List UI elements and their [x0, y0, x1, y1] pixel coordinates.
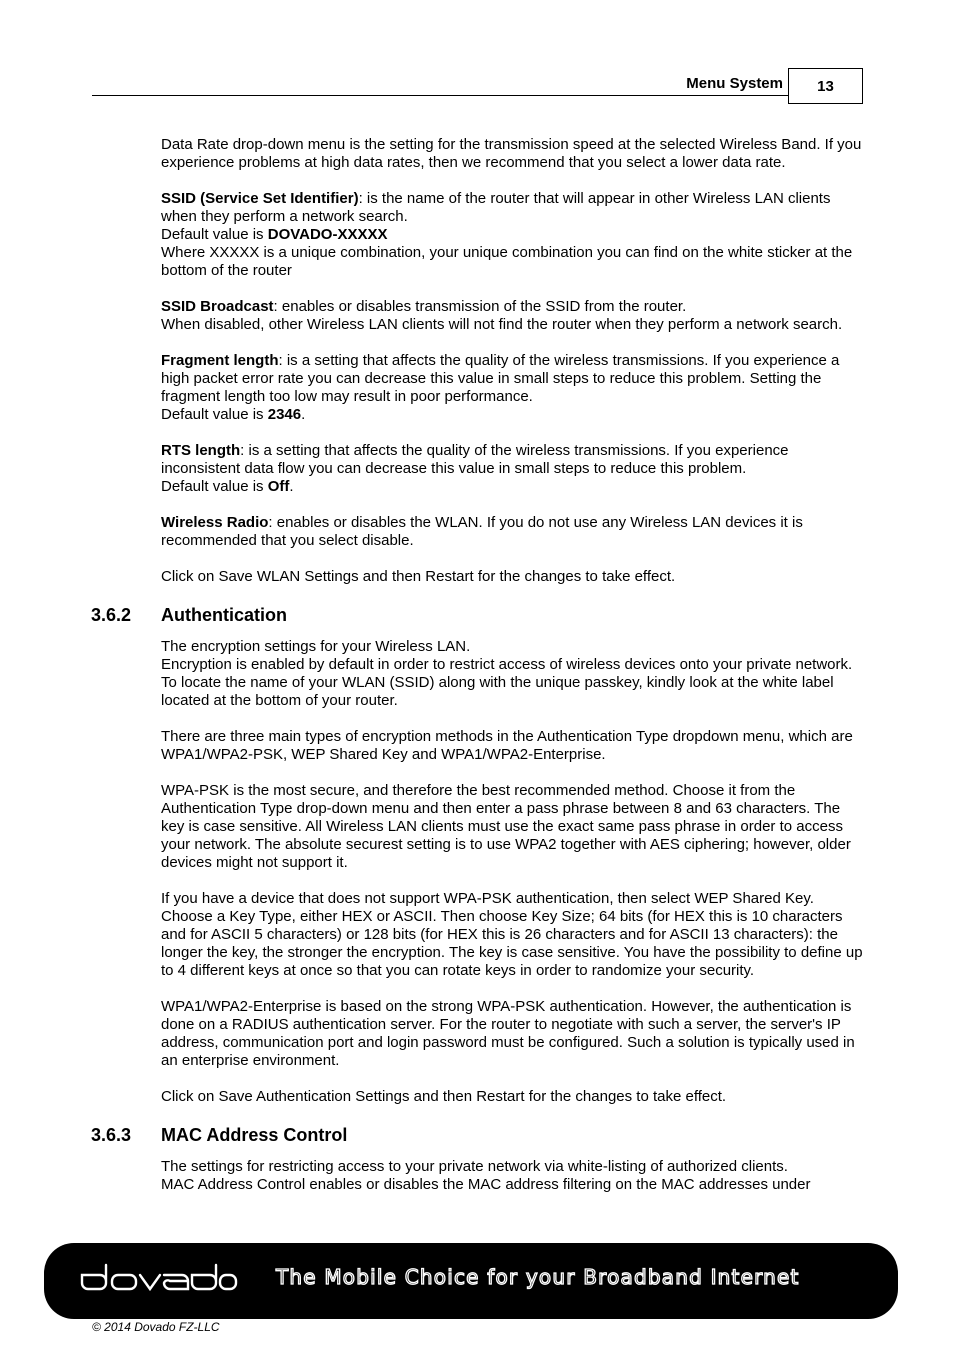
page-number: 13	[788, 68, 863, 104]
term-rts-length: RTS length	[161, 442, 241, 459]
fragment-end: .	[301, 406, 306, 423]
ssid-default-label: Default value is	[161, 226, 268, 243]
paragraph-data-rate: Data Rate drop-down menu is the setting for the transmission speed at the selected Wireless Band. If you experience problems at high data rates, then we recommend that you select a lower data rate.	[161, 136, 862, 171]
ssid-broadcast-description: : enables or disables transmission of the SSID from the router.	[273, 298, 687, 315]
rts-default-value: Off	[267, 478, 290, 495]
header-rule	[92, 95, 788, 96]
fragment-description: : is a setting that affects the quality of the wireless transmissions. If you experience a high packet error rate you can decrease this value in small steps to reduce this problem. Setting the fragment length too low may result in poor performance.	[161, 352, 840, 405]
paragraph-wep: If you have a device that does not support WPA-PSK authentication, then select WEP Shared Key. Choose a Key Type, either HEX or ASCII. Then choose Key Size; 64 bits (for HEX this is 10 characters and for ASCII 5 characters) or 128 bits (for HEX this is 26 characters and for ASCII 13 characters): the longer the key, the stronger the encryption. The key is case sensitive. You have the possibility to define up to 4 different keys at once so that you can rotate keys in order to randomize your security.	[161, 890, 863, 979]
mac-intro-detail: MAC Address Control enables or disables the MAC address filtering on the MAC addresses under	[161, 1176, 811, 1193]
paragraph-save-auth: Click on Save Authentication Settings and then Restart for the changes to take effect.	[161, 1088, 727, 1105]
section-heading-authentication	[91, 604, 866, 626]
section-title: Authentication	[161, 605, 287, 625]
paragraph-save-wlan: Click on Save WLAN Settings and then Restart for the changes to take effect.	[161, 568, 676, 585]
auth-intro-detail: Encryption is enabled by default in order to restrict access of wireless devices onto your private network. To locate the name of your WLAN (SSID) along with the unique passkey, kindly look at the white label located at the bottom of your router.	[161, 656, 853, 709]
mac-intro-line: The settings for restricting access to your private network via white-listing of authorized clients.	[161, 1158, 788, 1175]
auth-intro-line: The encryption settings for your Wireless LAN.	[161, 638, 471, 655]
wireless-radio-description: : enables or disables the WLAN. If you do not use any Wireless LAN devices it is recommended that you select disable.	[161, 514, 803, 549]
fragment-default-value: 2346	[267, 406, 302, 423]
paragraph-fragment-length	[161, 352, 866, 424]
paragraph-rts-length	[161, 442, 866, 496]
section-number: 3.6.2	[91, 605, 132, 625]
paragraph-ssid-broadcast	[161, 298, 866, 334]
paragraph-wpa-psk: WPA-PSK is the most secure, and therefore the best recommended method. Choose it from the Authentication Type drop-down menu and then enter a pass phrase between 8 and 63 characters. The key is case sensitive. All Wireless LAN clients must use the exact same pass phrase in order to access your network. The absolute securest setting is to use WPA2 together with AES ciphering; however, older devices might not support it.	[161, 782, 851, 871]
footer-copyright: © 2014 Dovado FZ-LLC	[92, 1320, 220, 1334]
section-number: 3.6.3	[91, 1125, 132, 1145]
rts-description: : is a setting that affects the quality of the wireless transmissions. If you experience inconsistent data flow you can decrease this value in small steps to reduce this problem.	[161, 442, 789, 477]
term-wireless-radio: Wireless Radio	[161, 514, 269, 531]
ssid-broadcast-note: When disabled, other Wireless LAN clients will not find the router when they perform a network search.	[161, 316, 843, 333]
rts-end: .	[289, 478, 294, 495]
footer-tagline: The Mobile Choice for your Broadband Internet	[276, 1265, 800, 1289]
footer-banner	[44, 1243, 898, 1319]
section-heading-mac-address-control	[91, 1124, 866, 1146]
section-title: MAC Address Control	[161, 1125, 348, 1145]
ssid-description: : is the name of the router that will appear in other Wireless LAN clients when they perform a network search.	[161, 190, 831, 225]
paragraph-enterprise: WPA1/WPA2-Enterprise is based on the strong WPA-PSK authentication. However, the authentication is done on a RADIUS authentication server. For the router to negotiate with such a server, the server's IP address, communication port and login password must be configured. Such a solution is typically used in an enterprise environment.	[161, 998, 855, 1069]
paragraph-ssid	[161, 190, 866, 280]
term-ssid-broadcast: SSID Broadcast	[161, 298, 274, 315]
page-content	[91, 136, 866, 1212]
paragraph-auth-methods: There are three main types of encryption methods in the Authentication Type dropdown menu, which are WPA1/WPA2-PSK, WEP Shared Key and WPA1/WPA2-Enterprise.	[161, 728, 853, 763]
header-section-title: Menu System	[686, 75, 783, 92]
dovado-logo	[78, 1261, 238, 1293]
rts-default-label: Default value is	[161, 478, 268, 495]
paragraph-auth-intro	[161, 638, 866, 710]
ssid-default-value: DOVADO-XXXXX	[267, 226, 388, 243]
term-ssid: SSID (Service Set Identifier)	[161, 190, 359, 207]
term-fragment-length: Fragment length	[161, 352, 279, 369]
ssid-note: Where XXXXX is a unique combination, your unique combination you can find on the white sticker at the bottom of the router	[161, 244, 853, 279]
fragment-default-label: Default value is	[161, 406, 268, 423]
paragraph-mac-intro	[161, 1158, 866, 1194]
paragraph-wireless-radio	[161, 514, 866, 550]
